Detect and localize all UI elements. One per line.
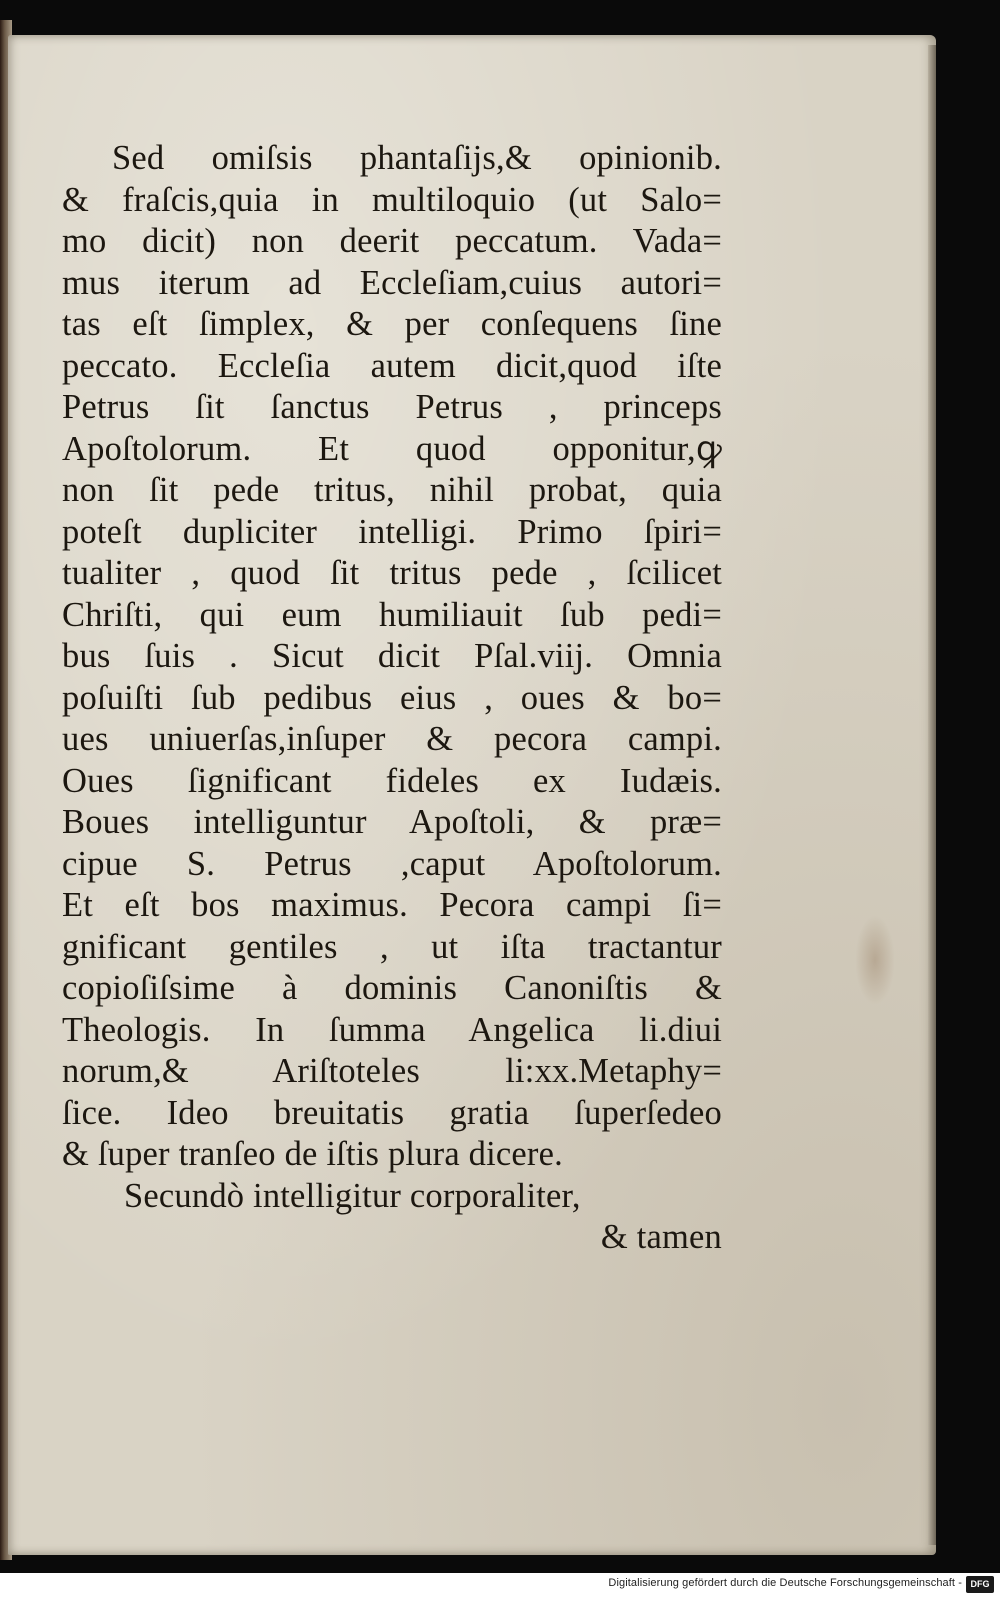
text-line-18: cipue S. Petrus ,caput Apoſtolorum. bbox=[62, 844, 722, 883]
text-line-19: Et eſt bos maximus. Pecora campi ſi= bbox=[62, 886, 722, 924]
text-line-9: non ſit pede tritus, nihil probat, quia bbox=[62, 471, 722, 509]
text-line-21: copioſiſsime à dominis Canoniſtis & bbox=[62, 969, 722, 1007]
dfg-logo: DFG bbox=[966, 1576, 994, 1593]
text-line-8: Apoſtolorum. Et quod opponitur,ꝙ bbox=[62, 429, 722, 468]
text-line-1: Sed omiſsis phantaſijs,& opinionib. bbox=[112, 139, 722, 177]
text-line-7: Petrus ſit ſanctus Petrus , princeps bbox=[62, 388, 722, 426]
text-line-6: peccato. Eccleſia autem dicit,quod iſte bbox=[62, 346, 722, 385]
text-line-2: & fraſcis,quia in multiloquio (ut Salo= bbox=[62, 180, 722, 219]
text-line-3: mo dicit) non deerit peccatum. Vada= bbox=[62, 222, 722, 260]
page-text-block bbox=[62, 138, 722, 1259]
paragraph-start-line: Secundò intelligitur corporaliter, bbox=[124, 1176, 581, 1215]
text-line-20: gnificant gentiles , ut iſta tractantur bbox=[62, 927, 722, 966]
text-line-13: bus ſuis . Sicut dicit Pſal.viij. Omnia bbox=[62, 637, 722, 675]
page-edge bbox=[928, 45, 936, 1545]
text-line-12: Chriſti, qui eum humiliauit ſub pedi= bbox=[62, 595, 722, 634]
text-line-11: tualiter , quod ſit tritus pede , ſcilicet bbox=[62, 554, 722, 592]
text-line-4: mus iterum ad Eccleſiam,cuius autori= bbox=[62, 263, 722, 302]
text-line-23: norum,& Ariſtoteles li:xx.Metaphy= bbox=[62, 1052, 722, 1090]
text-line-22: Theologis. In ſumma Angelica li.diui bbox=[62, 1010, 722, 1049]
text-line-25: & ſuper tranſeo de iſtis plura dicere. bbox=[62, 1135, 563, 1173]
text-line-15: ues uniuerſas,inſuper & pecora campi. bbox=[62, 720, 722, 758]
catchword: & tamen bbox=[600, 1218, 722, 1256]
text-line-16: Oues ſignificant fideles ex Iudæis. bbox=[62, 761, 722, 800]
footer-bar bbox=[0, 1573, 1000, 1598]
text-line-10: poteſt dupliciter intelligi. Primo ſpiri= bbox=[62, 512, 722, 551]
paper-stain bbox=[855, 915, 895, 1005]
text-line-17: Boues intelliguntur Apoſtoli, & præ= bbox=[62, 803, 722, 841]
funding-credit: Digitalisierung gefördert durch die Deutsche Forschungsgemeinschaft - bbox=[608, 1577, 962, 1589]
text-line-5: tas eſt ſimplex, & per conſequens ſine bbox=[62, 305, 722, 343]
text-line-24: ſice. Ideo breuitatis gratia ſuperſedeo bbox=[62, 1093, 722, 1132]
text-line-14: poſuiſti ſub pedibus eius , oues & bo= bbox=[62, 678, 722, 717]
